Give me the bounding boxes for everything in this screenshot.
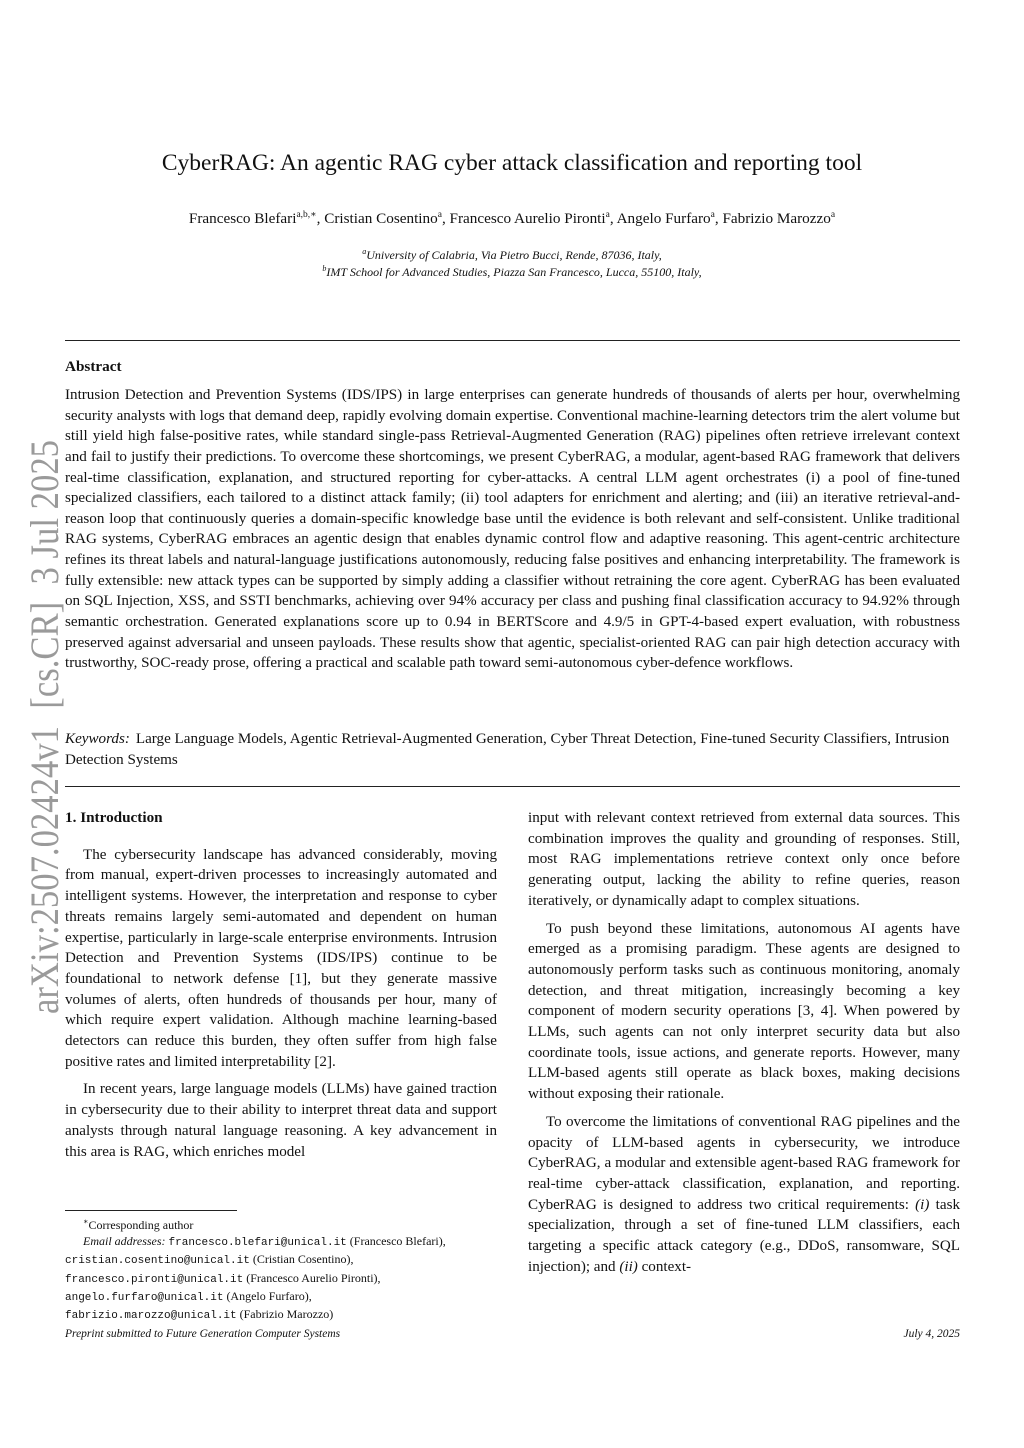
footer-journal: Preprint submitted to Future Generation Computer Systems: [65, 1328, 341, 1340]
affiliation-mark: a: [362, 247, 367, 256]
divider: [65, 340, 960, 341]
abstract-heading: Abstract: [65, 358, 122, 375]
list-marker: (i): [915, 1196, 930, 1213]
paragraph: To push beyond these limitations, autonomous AI agents have emerged as a promising paradigm. These agents are designed to autonomously perform tasks such as continuous monitoring, anomaly detection, and threat mitigation, increasingly becoming a key component of modern security operations [3, 4]. When powered by LLMs, such agents can not only interpret security data but also coordinate tools, issue actions, and generate reports. However, many LLM-based agents still operate as black boxes, making decisions without exposing their rationale.: [528, 920, 960, 1103]
email-label: Email addresses:: [83, 1234, 166, 1249]
author-list: Francesco Blefari$^{a,b,∗}$, Cristian Cosentino$^a$, Francesco Aurelio Pironti$^a$, Angelo Furfaro$^a$, Fabrizio Marozzo$^a$: [188, 210, 836, 228]
right-column: [528, 808, 960, 1284]
author-affiliation-mark: a: [437, 210, 442, 220]
paragraph-text: task specialization, through a set of fine-tuned LLM classifiers, each targeting a specific attack category (e.g., DDoS, ransomware, SQL injection); and: [528, 1196, 960, 1275]
author-affiliation-mark: a: [605, 210, 610, 220]
affiliation-text: University of Calabria, Via Pietro Bucci, Rende, 87036, Italy,: [366, 248, 662, 262]
divider: [65, 786, 960, 787]
email-owner: (Fabrizio Marozzo): [239, 1307, 334, 1322]
affiliation: [0, 264, 1024, 280]
footnote-divider: [65, 1210, 237, 1211]
keywords-text: Large Language Models, Agentic Retrieval-Augmented Generation, Cyber Threat Detection, Fine-tuned Security Classifiers, Intrusion Detection Systems: [65, 731, 950, 768]
left-column: [65, 808, 497, 1169]
keywords: [65, 729, 960, 770]
author-name: Fabrizio Marozzo: [722, 210, 831, 228]
email-owner: (Cristian Cosentino),: [252, 1252, 354, 1267]
section-heading: 1. Introduction: [65, 809, 163, 826]
paragraph: input with relevant context retrieved from external data sources. This combination improves the quality and grounding of responses. Still, most RAG implementations retrieve context only once before generating output, lacking the ability to refine queries, reason iteratively, or dynamically adapt to complex situations.: [528, 810, 960, 909]
arxiv-stamp: [18, 440, 72, 1014]
email-owner: (Francesco Blefari),: [349, 1234, 446, 1249]
author-name: Cristian Cosentino: [324, 210, 438, 228]
paragraph: In recent years, large language models (LLMs) have gained traction in cybersecurity due to their ability to interpret threat data and support analysts through natural language reasoning. A key advancement in this area is RAG, which enriches model: [65, 1081, 497, 1160]
footnote-emails: [65, 1233, 497, 1324]
email-owner: (Angelo Furfaro),: [226, 1288, 312, 1303]
paragraph-text: context-: [637, 1258, 692, 1275]
email-owner: (Francesco Aurelio Pironti),: [246, 1270, 381, 1285]
abstract-body: Intrusion Detection and Prevention Systems (IDS/IPS) in large enterprises can generate hundreds of thousands of alerts per hour, overwhelming security analysts with logs that demand deep, rapidly evolving domain expertise. Conventional machine-learning detectors trim the alert volume but still yield high false-positive rates, while standard single-pass Retrieval-Augmented Generation (RAG) pipelines often retrieve irrelevant context and fail to justify their predictions. To overcome these shortcomings, we present CyberRAG, a modular, agent-based RAG framework that delivers real-time classification, explanation, and structured reporting for cyber-attacks. A central LLM agent orchestrates (i) a pool of fine-tuned specialized classifiers, each tailored to a distinct attack family; (ii) tool adapters for enrichment and alerting; and (iii) an iterative retrieval-and-reason loop that continuously queries a domain-specific knowledge base until the evidence is both relevant and self-consistent. Unlike traditional RAG systems, CyberRAG embraces an agentic design that enables dynamic control flow and adaptive reasoning. This agent-centric architecture refines its threat labels and natural-language justifications autonomously, reducing false positives and enhancing interpretability. The framework is fully extensible: new attack types can be supported by simply adding a classifier without retraining the core agent. CyberRAG has been evaluated on SQL Injection, XSS, and SSTI benchmarks, achieving over 94% accuracy per class and pushing final classification accuracy to 94.92% through semantic orchestration. Generated explanations score up to 0.94 in BERTScore and 4.9/5 in GPT-4-based expert evaluation, with robustness preserved against adversarial and unseen payloads. These results show that agentic, specialist-oriented RAG can pair high detection accuracy with trustworthy, SOC-ready prose, offering a practical and scalable path toward semi-autonomous cyber-defence workflows.: [65, 387, 960, 672]
author-name: Francesco Blefari: [188, 210, 297, 228]
arxiv-stamp-text: arXiv:2507.02424v1 [cs.CR] 3 Jul 2025: [22, 440, 67, 1014]
footnote-mark: ∗: [83, 1217, 89, 1226]
email-link[interactable]: francesco.pironti@unical.it: [65, 1273, 244, 1286]
footer-date: July 4, 2025: [903, 1328, 960, 1340]
email-link[interactable]: cristian.cosentino@unical.it: [65, 1255, 250, 1268]
author-name: Angelo Furfaro: [616, 210, 711, 228]
paragraph-text: To overcome the limitations of conventional RAG pipelines and the opacity of LLM-based agents in cybersecurity, we introduce CyberRAG, a modular and extensible agent-based RAG framework for real-time cyber-attack classification, explanation, and reporting. CyberRAG is designed to address two critical requirements:: [528, 1113, 960, 1213]
affiliation-text: IMT School for Advanced Studies, Piazza San Francesco, Lucca, 55100, Italy,: [326, 265, 702, 279]
author-affiliation-mark: a: [830, 210, 836, 220]
footnote-corresponding: [65, 1214, 497, 1233]
paper-title: CyberRAG: An agentic RAG cyber attack classification and reporting tool: [161, 150, 863, 176]
arxiv-stamp-svg: [18, 440, 72, 1014]
email-link[interactable]: fabrizio.marozzo@unical.it: [65, 1310, 237, 1323]
footnotes: [65, 1214, 497, 1324]
list-marker: (ii): [619, 1258, 638, 1275]
email-link[interactable]: angelo.furfaro@unical.it: [65, 1291, 224, 1304]
email-link[interactable]: francesco.blefari@unical.it: [168, 1237, 347, 1250]
affiliation: [0, 247, 1024, 263]
paragraph: [528, 1112, 960, 1278]
author-affiliation-mark: a,b,∗: [296, 210, 317, 220]
keywords-label: Keywords:: [65, 731, 130, 747]
paragraph: The cybersecurity landscape has advanced considerably, moving from manual, expert-driven processes to increasingly automated and intelligent systems. However, the interpretation and response to cyber threats remains largely semi-automated and dependent on human expertise, particularly in large-scale enterprise environments. Intrusion Detection and Prevention Systems (IDS/IPS) continue to be foundational to network defense [1], but they generate massive volumes of alerts, often hundreds of thousands per hour, many of which require expert validation. Although machine learning-based detectors can reduce this burden, they often suffer from high false positive rates and limited interpretability [2].: [65, 846, 497, 1070]
author-affiliation-mark: a: [710, 210, 715, 220]
affiliation-mark: b: [322, 264, 327, 273]
footnote-text: Corresponding author: [88, 1218, 194, 1232]
author-name: Francesco Aurelio Pironti: [449, 210, 606, 228]
